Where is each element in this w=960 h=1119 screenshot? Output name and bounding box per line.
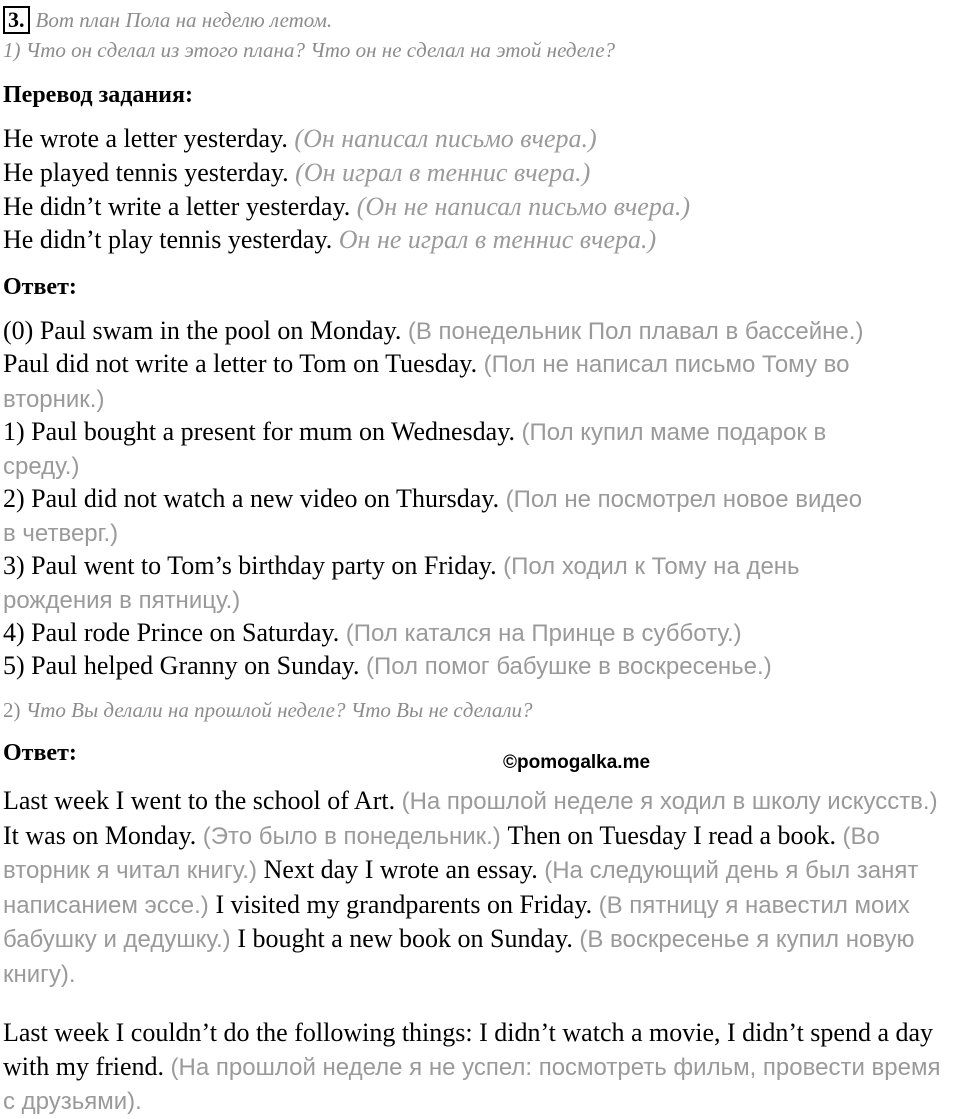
- answer-paragraph: [3, 784, 958, 991]
- answer-en: 5) Paul helped Granny on Sunday.: [3, 651, 366, 680]
- para-ru: (На следующий день я был занят написанием эссе.): [3, 857, 919, 919]
- sub-prompt-number: 2): [3, 698, 21, 722]
- watermark: ©pomogalka.me: [503, 752, 651, 773]
- translation-line: [3, 225, 656, 255]
- answer-line: [3, 484, 862, 514]
- para-ru: (На прошлой неделе я ходил в школу: [401, 788, 821, 815]
- para-ru: (Это было в понедельник.): [202, 822, 508, 850]
- answer-line: [3, 551, 800, 581]
- answer-ru: в четверг.): [3, 520, 119, 547]
- para-en: It was on Monday.: [3, 820, 203, 850]
- sub-prompt: [3, 698, 533, 723]
- translation-ru: (Он не написал письмо вчера.): [356, 192, 690, 221]
- answer-line: [3, 384, 104, 414]
- answer-en: 3) Paul went to Tom’s birthday party on Friday.: [3, 551, 504, 580]
- answer-line: [3, 451, 79, 481]
- answer-line: [3, 349, 849, 379]
- answer-en: 2) Paul did not watch a new video on Thursday.: [3, 484, 506, 513]
- translation-en: He wrote a letter yesterday.: [3, 124, 295, 153]
- para-en: I visited my grandparents on Friday.: [215, 889, 599, 919]
- para-en: Last week I couldn’t do the following things: I didn’t watch a movie, I didn’t spend a day with my friend.: [3, 1018, 934, 1081]
- answer-en: 4) Paul rode Prince on Saturday.: [3, 618, 346, 647]
- translation-en: He didn’t play tennis yesterday.: [3, 225, 339, 254]
- answer-ru: вторник.): [3, 386, 105, 413]
- answer-en: (0) Paul swam in the pool on Monday.: [3, 316, 408, 345]
- answer-ru: среду.): [3, 453, 80, 480]
- sub-prompt-text: Что Вы делали на прошлой неделе? Что Вы не сделали?: [25, 698, 533, 722]
- answer-line: [3, 518, 118, 548]
- translation-ru: (Он играл в теннис вчера.): [295, 158, 591, 187]
- task-header: [3, 6, 332, 34]
- answer-ru: (В понедельник Пол плавал в бассейне.): [407, 318, 864, 345]
- para-en: Last week I went to the school of Art.: [3, 786, 402, 815]
- translation-en: He played tennis yesterday.: [3, 158, 296, 187]
- translation-en: He didn’t write a letter yesterday.: [3, 192, 357, 221]
- para-ru: искусств.): [827, 788, 938, 815]
- answer-heading: Ответ:: [3, 274, 77, 300]
- answer-paragraph: [3, 1016, 958, 1119]
- para-ru: (Во вторник я читал книгу.): [3, 822, 880, 884]
- answer-line: [3, 585, 240, 615]
- task-prompt-question: 1) Что он сделал из этого плана? Что он не сделал на этой неделе?: [3, 38, 616, 62]
- answer-ru: (Пол помог бабушке в воскресенье.): [365, 653, 772, 680]
- answer-ru: (Пол не написал письмо Тому во: [483, 351, 850, 378]
- para-en: Then on Tuesday I read a book.: [507, 820, 843, 850]
- para-en: I bought a new book on Sunday.: [237, 924, 580, 953]
- translation-line: [3, 192, 690, 222]
- answer-line: [3, 651, 772, 681]
- translation-line: [3, 158, 590, 188]
- answer-line: [3, 417, 826, 447]
- answer-ru: (Пол не посмотрел новое видео: [505, 486, 863, 513]
- translation-ru: Он не играл в теннис вчера.): [338, 225, 657, 254]
- translation-heading: Перевод задания:: [3, 82, 193, 108]
- translation-ru: (Он написал письмо вчера.): [294, 124, 597, 153]
- task-number: 3.: [3, 6, 30, 34]
- answer-line: [3, 316, 863, 346]
- answer-ru: рождения в пятницу.): [3, 587, 241, 614]
- answer-ru: (Пол катался на Принце в субботу.): [345, 620, 742, 647]
- task-prompt: Вот план Пола на неделю летом.: [35, 8, 333, 32]
- answer-ru: (Пол ходил к Тому на день: [503, 553, 800, 580]
- answer-ru: (Пол купил маме подарок в: [521, 419, 827, 446]
- para-ru: (На прошлой неделе я не успел: посмотреть фильм, провести время с друзьями).: [3, 1053, 941, 1115]
- para-ru: (В воскресенье я купил новую книгу).: [3, 926, 915, 988]
- para-en: Next day I wrote an essay.: [263, 855, 545, 884]
- answer-heading: Ответ:: [3, 740, 77, 766]
- answer-line: [3, 618, 742, 648]
- answer-en: 1) Paul bought a present for mum on Wednesday.: [3, 417, 522, 446]
- answer-en: Paul did not write a letter to Tom on Tuesday.: [3, 349, 484, 378]
- para-ru: (В пятницу я навестил моих бабушку и дедушку.): [3, 891, 910, 953]
- translation-line: [3, 124, 597, 154]
